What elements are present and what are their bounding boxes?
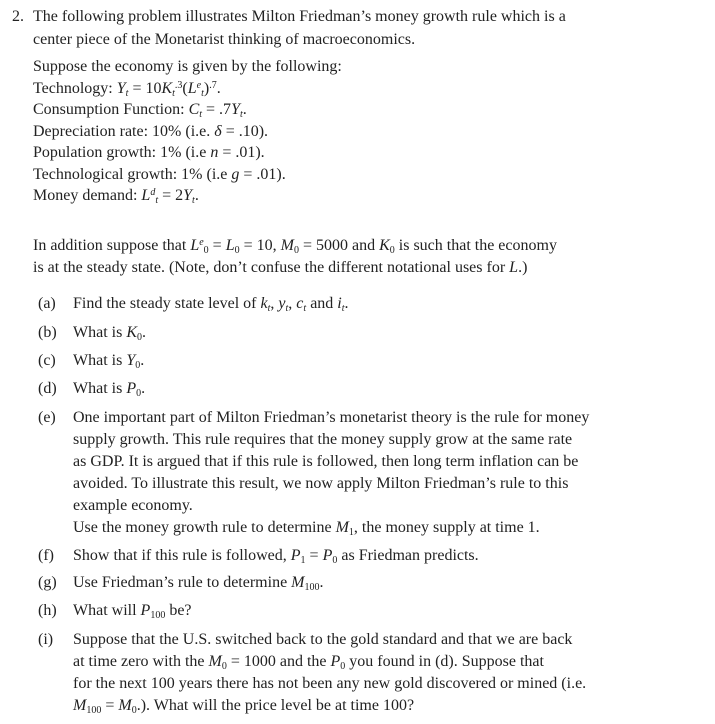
text-segment: . <box>216 79 221 97</box>
text-segment: δ <box>214 122 222 140</box>
text-segment: t <box>192 195 195 206</box>
question-line <box>73 574 324 592</box>
text-segment: , the money supply at time 1. <box>353 519 540 536</box>
question-label: (i) <box>38 631 54 648</box>
text-segment: = 5000 and <box>298 237 380 254</box>
text-segment: Depreciation rate: 10% (i.e. <box>33 122 215 140</box>
text-segment: 0 <box>332 555 338 566</box>
text-segment: t <box>201 87 204 99</box>
text-segment: 0 <box>221 661 227 672</box>
text-segment: Population growth: 1% (i.e <box>33 144 211 161</box>
text-segment: as Friedman predicts. <box>337 547 479 564</box>
question-label: (b) <box>38 324 57 341</box>
text-segment: M <box>118 697 132 714</box>
addition-line <box>33 237 557 255</box>
text-segment: t <box>285 303 289 314</box>
text-segment: P <box>330 653 341 670</box>
text-segment: K <box>379 237 390 254</box>
text-segment: = <box>305 547 323 564</box>
text-segment: In addition suppose that <box>33 237 191 254</box>
text-segment: t <box>341 303 345 314</box>
question-label: (e) <box>38 409 56 426</box>
given-line <box>33 187 199 205</box>
text-segment: C <box>188 101 200 118</box>
given-line <box>33 101 247 119</box>
text-segment: e <box>196 79 202 91</box>
text-segment: Use the money growth rule to determine <box>73 519 336 536</box>
text-segment: t <box>303 303 307 314</box>
text-segment: 0 <box>340 661 346 672</box>
given-line <box>33 58 342 76</box>
question-line <box>73 431 572 449</box>
text-segment: at time zero with the <box>73 653 209 670</box>
given-line <box>33 80 221 98</box>
text-segment: P <box>126 380 137 397</box>
question-line <box>73 453 578 471</box>
text-segment: as GDP. It is argued that if this rule is followed, then long term inflation can be <box>73 453 579 470</box>
text-segment: 1 <box>348 527 354 538</box>
text-segment: = 1000 and the <box>226 653 331 670</box>
text-segment: supply growth. This rule requires that the money supply grow at the same rate <box>73 431 573 448</box>
text-segment: Use Friedman’s rule to determine <box>73 574 292 591</box>
text-segment: = 10, <box>239 237 281 254</box>
text-segment: L <box>187 79 197 97</box>
text-segment: is at the steady state. (Note, don’t confuse the different notational uses for <box>33 259 510 276</box>
text-segment: = .7 <box>202 101 232 118</box>
question-line <box>73 497 193 515</box>
question-line <box>73 631 572 649</box>
text-segment: Y <box>116 79 126 97</box>
text-segment: ( <box>182 79 188 97</box>
text-segment: 0 <box>389 245 395 256</box>
text-segment: and <box>306 295 338 312</box>
text-segment: be? <box>165 602 192 619</box>
text-segment: K <box>126 324 137 341</box>
question-line <box>73 653 544 671</box>
text-segment: What is <box>73 324 127 341</box>
text-segment: you found in (d). Suppose that <box>345 653 544 670</box>
question-line <box>73 475 568 493</box>
text-segment: 0 <box>293 245 299 256</box>
text-segment: Show that if this rule is followed, <box>73 547 291 564</box>
text-segment: P <box>140 602 151 619</box>
question-label: (c) <box>38 352 56 369</box>
text-segment: ) <box>203 79 210 97</box>
text-segment: , <box>270 295 279 312</box>
text-segment: t <box>199 109 203 120</box>
text-segment: 0 <box>203 245 209 256</box>
question-line <box>73 295 349 313</box>
text-segment: Y <box>231 101 240 118</box>
text-segment: 100 <box>86 705 102 716</box>
text-segment: M <box>208 653 222 670</box>
text-segment: P <box>290 547 301 564</box>
question-label: (d) <box>38 380 57 397</box>
text-segment: What is <box>73 380 127 397</box>
given-line <box>33 144 265 162</box>
question-line <box>73 380 145 398</box>
text-segment: center piece of the Monetarist thinking of macroeconomics. <box>33 31 416 48</box>
text-segment: t <box>155 195 159 206</box>
text-segment: c <box>296 295 304 312</box>
text-segment: = <box>208 237 226 254</box>
text-segment: Technological growth: 1% (i.e <box>33 165 232 183</box>
question-line <box>73 352 144 370</box>
text-segment: , <box>288 295 297 312</box>
text-segment: 0 <box>135 360 141 371</box>
question-label: (f) <box>38 547 54 564</box>
text-segment: Y <box>126 352 136 369</box>
text-segment: M <box>291 574 305 591</box>
addition-line <box>33 259 527 277</box>
question-line <box>73 409 589 427</box>
text-segment: Suppose the economy is given by the following: <box>33 58 342 75</box>
text-segment: avoided. To illustrate this result, we now apply Milton Friedman’s rule to this <box>73 475 569 492</box>
text-segment: = 2 <box>158 187 184 204</box>
question-line <box>73 324 146 342</box>
text-segment: .) <box>518 259 528 276</box>
text-segment: t <box>125 87 129 99</box>
text-segment: L <box>509 259 519 276</box>
problem-number: 2. <box>12 8 24 25</box>
text-segment: 0 <box>234 245 240 256</box>
text-segment: . <box>140 352 145 369</box>
given-line <box>33 166 286 184</box>
text-segment: is such that the economy <box>394 237 557 254</box>
text-segment: for the next 100 years there has not been any new gold discovered or mined (i.e. <box>73 675 587 692</box>
text-segment: Find the steady state level of <box>73 295 261 312</box>
text-segment: d <box>150 187 156 198</box>
text-segment: .3 <box>174 79 183 91</box>
text-segment: g <box>231 165 240 183</box>
text-segment: K <box>161 79 173 97</box>
text-segment: Consumption Function: <box>33 101 189 118</box>
text-segment: 0 <box>136 388 142 399</box>
text-segment: . <box>141 380 146 397</box>
intro-line <box>33 8 566 26</box>
text-segment: M <box>335 519 349 536</box>
text-segment: Money demand: <box>33 187 142 204</box>
question-line <box>73 602 192 620</box>
question-label: (h) <box>38 602 57 619</box>
text-segment: Y <box>183 187 193 204</box>
text-segment: .7 <box>209 79 217 91</box>
text-segment: t <box>172 87 175 99</box>
question-line <box>73 675 586 693</box>
text-segment: .). What will the price level be at time 100? <box>136 697 415 714</box>
text-segment: What is <box>73 352 127 369</box>
question-line <box>73 697 414 715</box>
question-label: (g) <box>38 574 57 591</box>
text-segment: P <box>322 547 333 564</box>
text-segment: M <box>280 237 294 254</box>
given-line <box>33 123 268 141</box>
text-segment: . <box>194 187 199 204</box>
question-line <box>73 547 479 565</box>
text-segment: 100 <box>150 610 166 621</box>
text-segment: t <box>239 109 243 120</box>
text-segment: L <box>141 187 151 204</box>
intro-line <box>33 31 415 49</box>
text-segment: = 10 <box>128 79 162 97</box>
text-segment: t <box>267 303 271 314</box>
question-line <box>73 519 540 537</box>
text-segment: k <box>260 295 268 312</box>
question-label: (a) <box>38 295 56 312</box>
text-segment: i <box>337 295 342 312</box>
text-segment: Suppose that the U.S. switched back to the gold standard and that we are back <box>73 631 573 648</box>
text-segment: = .10). <box>221 122 269 140</box>
text-segment: . <box>142 324 146 341</box>
text-segment: One important part of Milton Friedman’s monetarist theory is the rule for money <box>73 409 590 426</box>
text-segment: 1 <box>300 555 306 566</box>
text-segment: e <box>199 237 204 248</box>
text-segment: . <box>344 295 349 312</box>
text-segment: The following problem illustrates Milton Friedman’s money growth rule which is a <box>33 8 566 25</box>
text-segment: 100 <box>304 582 320 593</box>
text-segment: What will <box>73 602 141 619</box>
text-segment: 0 <box>137 332 142 343</box>
text-segment: = .01). <box>239 165 286 183</box>
text-segment: . <box>242 101 247 118</box>
text-segment: = <box>101 697 119 714</box>
text-segment: n <box>210 144 219 161</box>
text-segment: = .01). <box>218 144 265 161</box>
text-segment: . <box>319 574 324 591</box>
text-segment: L <box>190 237 200 254</box>
text-segment: y <box>278 295 286 312</box>
text-segment: Technology: <box>33 79 117 97</box>
text-segment: M <box>73 697 87 714</box>
text-segment: 0 <box>131 705 137 716</box>
text-segment: L <box>225 237 235 254</box>
text-segment: example economy. <box>73 497 193 514</box>
